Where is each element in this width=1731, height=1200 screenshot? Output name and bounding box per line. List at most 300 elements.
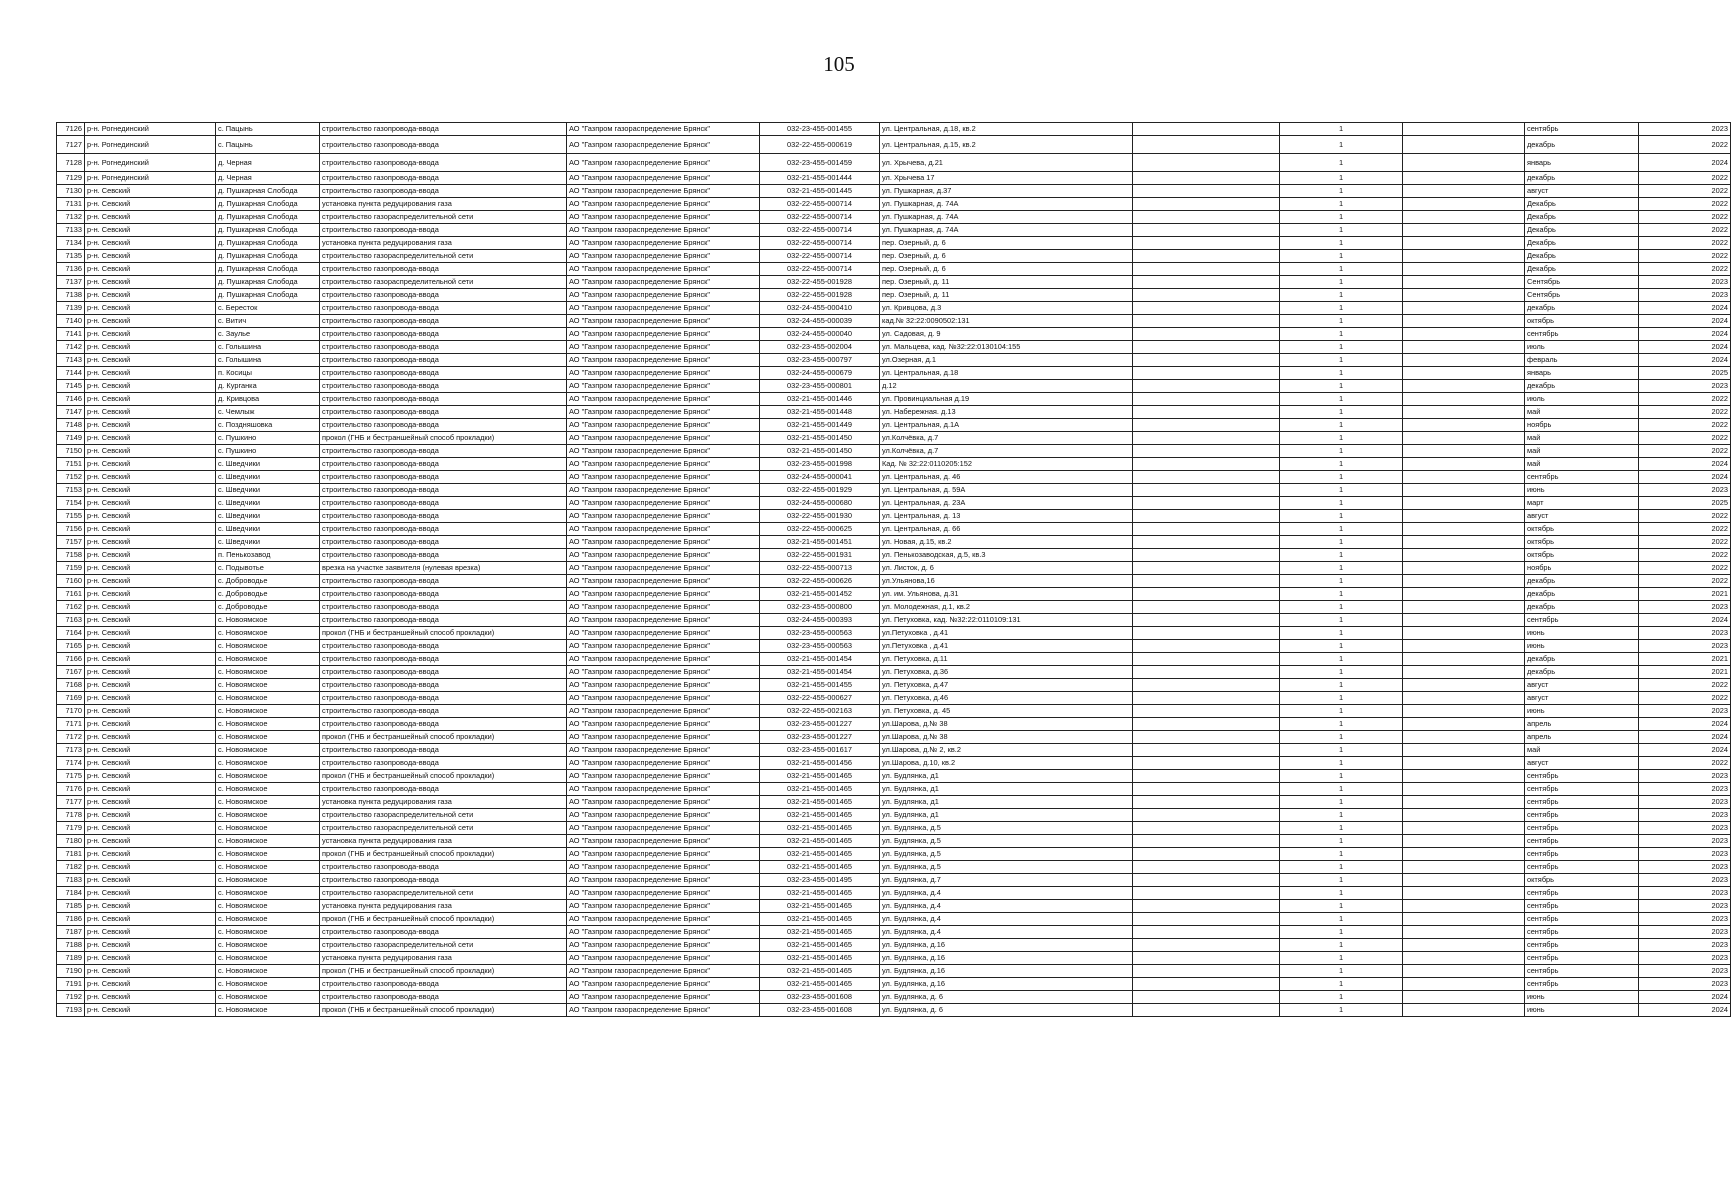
cell-row-number: 7190 [57,965,85,978]
cell-district: р-н. Севский [85,731,216,744]
cell-application-code: 032-21-455-001445 [760,185,880,198]
cell-count: 1 [1280,172,1403,185]
cell-count: 1 [1280,276,1403,289]
cell-empty-col-1 [1133,484,1280,497]
cell-settlement: д. Пушкарная Слобода [216,224,320,237]
cell-application-code: 032-21-455-001465 [760,978,880,991]
cell-empty-col-1 [1133,380,1280,393]
cell-count: 1 [1280,198,1403,211]
cell-district: р-н. Севский [85,354,216,367]
cell-settlement: с. Пацынь [216,136,320,154]
cell-month: декабрь [1525,666,1639,679]
cell-organization: АО "Газпром газораспределение Брянск" [567,887,760,900]
cell-address: ул. Будлянка, д.4 [880,926,1133,939]
cell-organization: АО "Газпром газораспределение Брянск" [567,744,760,757]
cell-address: ул. Центральная, д. 13 [880,510,1133,523]
cell-settlement: с. Новоямское [216,809,320,822]
cell-empty-col-1 [1133,237,1280,250]
cell-month: май [1525,406,1639,419]
cell-address: ул. Мальцева, кад. №32:22:0130104:155 [880,341,1133,354]
cell-month: Декабрь [1525,263,1639,276]
cell-empty-col-2 [1403,926,1525,939]
cell-empty-col-1 [1133,393,1280,406]
cell-month: июнь [1525,627,1639,640]
cell-count: 1 [1280,341,1403,354]
cell-year: 2023 [1639,848,1731,861]
cell-year: 2023 [1639,809,1731,822]
table-row [57,123,1731,136]
cell-month: май [1525,445,1639,458]
cell-year: 2023 [1639,484,1731,497]
cell-year: 2022 [1639,172,1731,185]
cell-district: р-н. Севский [85,341,216,354]
cell-row-number: 7152 [57,471,85,484]
cell-address: ул. Будлянка, д.4 [880,887,1133,900]
cell-month: сентябрь [1525,822,1639,835]
cell-year: 2025 [1639,497,1731,510]
cell-work-type: строительство газопровода-ввода [320,666,567,679]
cell-empty-col-2 [1403,731,1525,744]
cell-settlement: п. Пенькозавод [216,549,320,562]
cell-row-number: 7173 [57,744,85,757]
cell-district: р-н. Севский [85,939,216,952]
cell-empty-col-2 [1403,250,1525,263]
cell-address: ул. им. Ульянова, д.31 [880,588,1133,601]
cell-empty-col-2 [1403,653,1525,666]
cell-application-code: 032-23-455-000563 [760,627,880,640]
cell-row-number: 7157 [57,536,85,549]
cell-month: март [1525,497,1639,510]
cell-district: р-н. Севский [85,861,216,874]
cell-organization: АО "Газпром газораспределение Брянск" [567,627,760,640]
cell-address: ул. Хрычева 17 [880,172,1133,185]
cell-month: август [1525,757,1639,770]
cell-row-number: 7185 [57,900,85,913]
cell-month: июнь [1525,1004,1639,1017]
cell-work-type: строительство газопровода-ввода [320,315,567,328]
cell-application-code: 032-23-455-001227 [760,718,880,731]
cell-district: р-н. Севский [85,601,216,614]
cell-organization: АО "Газпром газораспределение Брянск" [567,835,760,848]
cell-empty-col-2 [1403,497,1525,510]
cell-address: пер. Озерный, д. 11 [880,276,1133,289]
cell-settlement: с. Доброводье [216,588,320,601]
cell-empty-col-2 [1403,458,1525,471]
cell-application-code: 032-24-455-000393 [760,614,880,627]
cell-month: июнь [1525,705,1639,718]
cell-district: р-н. Севский [85,276,216,289]
cell-empty-col-1 [1133,718,1280,731]
cell-row-number: 7162 [57,601,85,614]
cell-empty-col-1 [1133,136,1280,154]
cell-organization: АО "Газпром газораспределение Брянск" [567,354,760,367]
cell-settlement: с. Новоямское [216,705,320,718]
cell-month: октябрь [1525,549,1639,562]
cell-year: 2024 [1639,458,1731,471]
cell-year: 2023 [1639,123,1731,136]
cell-settlement: с. Шведчики [216,536,320,549]
cell-work-type: строительство газопровода-ввода [320,978,567,991]
cell-work-type: строительство газопровода-ввода [320,445,567,458]
cell-work-type: строительство газопровода-ввода [320,991,567,1004]
cell-settlement: с. Новоямское [216,887,320,900]
cell-row-number: 7175 [57,770,85,783]
cell-count: 1 [1280,224,1403,237]
cell-address: пер. Озерный, д. 6 [880,250,1133,263]
cell-empty-col-2 [1403,367,1525,380]
cell-work-type: строительство газопровода-ввода [320,874,567,887]
table-row [57,705,1731,718]
cell-settlement: с. Новоямское [216,965,320,978]
cell-empty-col-2 [1403,536,1525,549]
cell-month: сентябрь [1525,978,1639,991]
cell-address: ул. Будлянка, д.5 [880,861,1133,874]
cell-settlement: с. Новоямское [216,770,320,783]
cell-row-number: 7167 [57,666,85,679]
cell-application-code: 032-21-455-001465 [760,861,880,874]
cell-year: 2022 [1639,510,1731,523]
cell-application-code: 032-23-455-001495 [760,874,880,887]
cell-address: ул. Будлянка, д.16 [880,939,1133,952]
cell-count: 1 [1280,445,1403,458]
cell-organization: АО "Газпром газораспределение Брянск" [567,432,760,445]
cell-month: Сентябрь [1525,289,1639,302]
cell-count: 1 [1280,510,1403,523]
table-row [57,341,1731,354]
cell-organization: АО "Газпром газораспределение Брянск" [567,172,760,185]
cell-empty-col-2 [1403,237,1525,250]
table-row [57,380,1731,393]
table-row [57,796,1731,809]
cell-district: р-н. Севский [85,718,216,731]
cell-empty-col-1 [1133,328,1280,341]
cell-settlement: с. Новоямское [216,692,320,705]
cell-settlement: с. Новоямское [216,653,320,666]
cell-count: 1 [1280,874,1403,887]
cell-empty-col-1 [1133,614,1280,627]
cell-application-code: 032-23-455-001617 [760,744,880,757]
cell-address: ул. Пушкарная, д. 74А [880,198,1133,211]
table-row [57,497,1731,510]
cell-settlement: с. Новоямское [216,679,320,692]
cell-empty-col-2 [1403,315,1525,328]
cell-address: ул.Озерная, д.1 [880,354,1133,367]
cell-year: 2023 [1639,900,1731,913]
cell-empty-col-2 [1403,263,1525,276]
cell-count: 1 [1280,692,1403,705]
cell-district: р-н. Севский [85,770,216,783]
cell-row-number: 7168 [57,679,85,692]
cell-organization: АО "Газпром газораспределение Брянск" [567,731,760,744]
cell-district: р-н. Севский [85,380,216,393]
cell-year: 2022 [1639,211,1731,224]
cell-work-type: прокол (ГНБ и бестраншейный способ прокладки) [320,848,567,861]
cell-row-number: 7140 [57,315,85,328]
cell-row-number: 7184 [57,887,85,900]
cell-empty-col-1 [1133,640,1280,653]
cell-settlement: с. Новоямское [216,835,320,848]
cell-empty-col-1 [1133,588,1280,601]
cell-count: 1 [1280,965,1403,978]
cell-empty-col-1 [1133,861,1280,874]
cell-work-type: строительство газопровода-ввода [320,484,567,497]
cell-month: февраль [1525,354,1639,367]
cell-work-type: строительство газораспределительной сети [320,276,567,289]
cell-organization: АО "Газпром газораспределение Брянск" [567,123,760,136]
cell-settlement: с. Шведчики [216,458,320,471]
cell-empty-col-2 [1403,978,1525,991]
cell-organization: АО "Газпром газораспределение Брянск" [567,289,760,302]
cell-settlement: с. Новоямское [216,991,320,1004]
cell-district: р-н. Севский [85,328,216,341]
cell-settlement: с. Новоямское [216,978,320,991]
cell-application-code: 032-22-455-000714 [760,250,880,263]
cell-application-code: 032-23-455-000800 [760,601,880,614]
cell-application-code: 032-21-455-001452 [760,588,880,601]
cell-row-number: 7169 [57,692,85,705]
cell-row-number: 7143 [57,354,85,367]
cell-count: 1 [1280,744,1403,757]
cell-organization: АО "Газпром газораспределение Брянск" [567,328,760,341]
cell-district: р-н. Севский [85,653,216,666]
cell-count: 1 [1280,185,1403,198]
cell-empty-col-2 [1403,136,1525,154]
cell-district: р-н. Севский [85,549,216,562]
cell-row-number: 7188 [57,939,85,952]
cell-address: ул. Центральная, д. 23А [880,497,1133,510]
table-row [57,926,1731,939]
cell-work-type: строительство газопровода-ввода [320,601,567,614]
cell-count: 1 [1280,601,1403,614]
cell-month: июнь [1525,640,1639,653]
cell-address: ул. Молодежная, д.1, кв.2 [880,601,1133,614]
cell-count: 1 [1280,432,1403,445]
cell-year: 2024 [1639,991,1731,1004]
cell-work-type: строительство газопровода-ввода [320,380,567,393]
cell-organization: АО "Газпром газораспределение Брянск" [567,510,760,523]
cell-empty-col-2 [1403,913,1525,926]
cell-settlement: с. Новоямское [216,1004,320,1017]
cell-year: 2024 [1639,1004,1731,1017]
cell-year: 2022 [1639,536,1731,549]
cell-count: 1 [1280,900,1403,913]
cell-empty-col-2 [1403,562,1525,575]
cell-empty-col-1 [1133,952,1280,965]
cell-count: 1 [1280,952,1403,965]
cell-district: р-н. Севский [85,406,216,419]
cell-count: 1 [1280,939,1403,952]
table-row [57,419,1731,432]
cell-organization: АО "Газпром газораспределение Брянск" [567,900,760,913]
cell-row-number: 7182 [57,861,85,874]
cell-month: май [1525,432,1639,445]
table-row [57,406,1731,419]
cell-application-code: 032-21-455-001465 [760,835,880,848]
cell-month: Декабрь [1525,211,1639,224]
cell-address: ул. Центральная, д. 46 [880,471,1133,484]
cell-count: 1 [1280,679,1403,692]
cell-address: ул. Будлянка, д1 [880,809,1133,822]
cell-district: р-н. Севский [85,809,216,822]
cell-year: 2024 [1639,718,1731,731]
cell-address: ул.Шарова, д.№ 38 [880,718,1133,731]
cell-address: ул. Будлянка, д.4 [880,900,1133,913]
cell-month: апрель [1525,718,1639,731]
cell-month: декабрь [1525,575,1639,588]
cell-district: р-н. Севский [85,991,216,1004]
cell-organization: АО "Газпром газораспределение Брянск" [567,770,760,783]
cell-work-type: прокол (ГНБ и бестраншейный способ прокладки) [320,432,567,445]
cell-count: 1 [1280,315,1403,328]
cell-year: 2024 [1639,315,1731,328]
cell-count: 1 [1280,913,1403,926]
table-row [57,757,1731,770]
cell-empty-col-1 [1133,523,1280,536]
cell-work-type: строительство газопровода-ввода [320,302,567,315]
cell-work-type: строительство газопровода-ввода [320,224,567,237]
cell-row-number: 7174 [57,757,85,770]
cell-month: сентябрь [1525,809,1639,822]
cell-row-number: 7150 [57,445,85,458]
cell-address: ул. Петуховка, кад. №32:22:0110109:131 [880,614,1133,627]
cell-empty-col-1 [1133,653,1280,666]
cell-month: декабрь [1525,172,1639,185]
cell-empty-col-2 [1403,419,1525,432]
cell-empty-col-2 [1403,718,1525,731]
cell-month: август [1525,679,1639,692]
cell-district: р-н. Севский [85,250,216,263]
cell-count: 1 [1280,757,1403,770]
cell-work-type: строительство газопровода-ввода [320,354,567,367]
cell-application-code: 032-22-455-000626 [760,575,880,588]
cell-empty-col-2 [1403,848,1525,861]
cell-count: 1 [1280,796,1403,809]
cell-empty-col-2 [1403,123,1525,136]
cell-work-type: строительство газопровода-ввода [320,926,567,939]
cell-district: р-н. Севский [85,848,216,861]
cell-organization: АО "Газпром газораспределение Брянск" [567,341,760,354]
table-row [57,575,1731,588]
cell-year: 2022 [1639,224,1731,237]
table-row [57,913,1731,926]
cell-organization: АО "Газпром газораспределение Брянск" [567,484,760,497]
cell-settlement: с. Шведчики [216,471,320,484]
cell-address: ул. Будлянка, д1 [880,770,1133,783]
cell-settlement: с. Новоямское [216,666,320,679]
cell-address: пер. Озерный, д. 6 [880,263,1133,276]
cell-year: 2024 [1639,354,1731,367]
cell-count: 1 [1280,136,1403,154]
cell-settlement: с. Пушкино [216,432,320,445]
cell-month: Декабрь [1525,250,1639,263]
cell-organization: АО "Газпром газораспределение Брянск" [567,965,760,978]
cell-row-number: 7170 [57,705,85,718]
table-row [57,367,1731,380]
cell-row-number: 7153 [57,484,85,497]
cell-district: р-н. Севский [85,822,216,835]
table-row [57,289,1731,302]
cell-row-number: 7160 [57,575,85,588]
cell-month: декабрь [1525,302,1639,315]
cell-month: январь [1525,367,1639,380]
cell-row-number: 7142 [57,341,85,354]
cell-application-code: 032-22-455-001930 [760,510,880,523]
cell-address: ул. Новая, д.15, кв.2 [880,536,1133,549]
cell-count: 1 [1280,887,1403,900]
cell-settlement: с. Доброводье [216,601,320,614]
cell-empty-col-2 [1403,211,1525,224]
cell-district: р-н. Севский [85,965,216,978]
cell-application-code: 032-21-455-001450 [760,432,880,445]
cell-work-type: строительство газопровода-ввода [320,341,567,354]
cell-settlement: с. Новоямское [216,731,320,744]
cell-year: 2022 [1639,679,1731,692]
cell-empty-col-2 [1403,575,1525,588]
cell-empty-col-2 [1403,952,1525,965]
cell-work-type: прокол (ГНБ и бестраншейный способ прокладки) [320,913,567,926]
cell-row-number: 7172 [57,731,85,744]
cell-work-type: строительство газопровода-ввода [320,575,567,588]
table-row [57,328,1731,341]
cell-year: 2025 [1639,367,1731,380]
table-row [57,315,1731,328]
table-row [57,1004,1731,1017]
table-row [57,783,1731,796]
cell-empty-col-1 [1133,835,1280,848]
cell-year: 2022 [1639,185,1731,198]
cell-settlement: с. Шведчики [216,523,320,536]
cell-month: июль [1525,393,1639,406]
cell-row-number: 7193 [57,1004,85,1017]
cell-address: ул. Центральная, д.1А [880,419,1133,432]
cell-year: 2023 [1639,601,1731,614]
cell-work-type: установка пункта редуцирования газа [320,835,567,848]
cell-district: р-н. Севский [85,614,216,627]
cell-year: 2023 [1639,783,1731,796]
cell-year: 2024 [1639,302,1731,315]
cell-work-type: строительство газопровода-ввода [320,679,567,692]
cell-count: 1 [1280,302,1403,315]
cell-application-code: 032-23-455-000801 [760,380,880,393]
cell-count: 1 [1280,536,1403,549]
cell-empty-col-1 [1133,874,1280,887]
cell-district: р-н. Севский [85,185,216,198]
cell-district: р-н. Севский [85,224,216,237]
cell-organization: АО "Газпром газораспределение Брянск" [567,419,760,432]
cell-month: сентябрь [1525,848,1639,861]
cell-organization: АО "Газпром газораспределение Брянск" [567,926,760,939]
cell-address: пер. Озерный, д. 6 [880,237,1133,250]
cell-district: р-н. Севский [85,744,216,757]
cell-empty-col-1 [1133,939,1280,952]
cell-work-type: строительство газопровода-ввода [320,471,567,484]
cell-count: 1 [1280,926,1403,939]
cell-row-number: 7164 [57,627,85,640]
cell-row-number: 7179 [57,822,85,835]
cell-empty-col-2 [1403,601,1525,614]
cell-organization: АО "Газпром газораспределение Брянск" [567,211,760,224]
cell-count: 1 [1280,263,1403,276]
cell-work-type: врезка на участке заявителя (нулевая врезка) [320,562,567,575]
cell-settlement: с. Новоямское [216,744,320,757]
cell-organization: АО "Газпром газораспределение Брянск" [567,588,760,601]
page-number: 105 [823,52,855,76]
table-row [57,601,1731,614]
table-row [57,861,1731,874]
cell-district: р-н. Рогнединский [85,123,216,136]
cell-work-type: прокол (ГНБ и бестраншейный способ прокладки) [320,770,567,783]
cell-work-type: строительство газопровода-ввода [320,406,567,419]
